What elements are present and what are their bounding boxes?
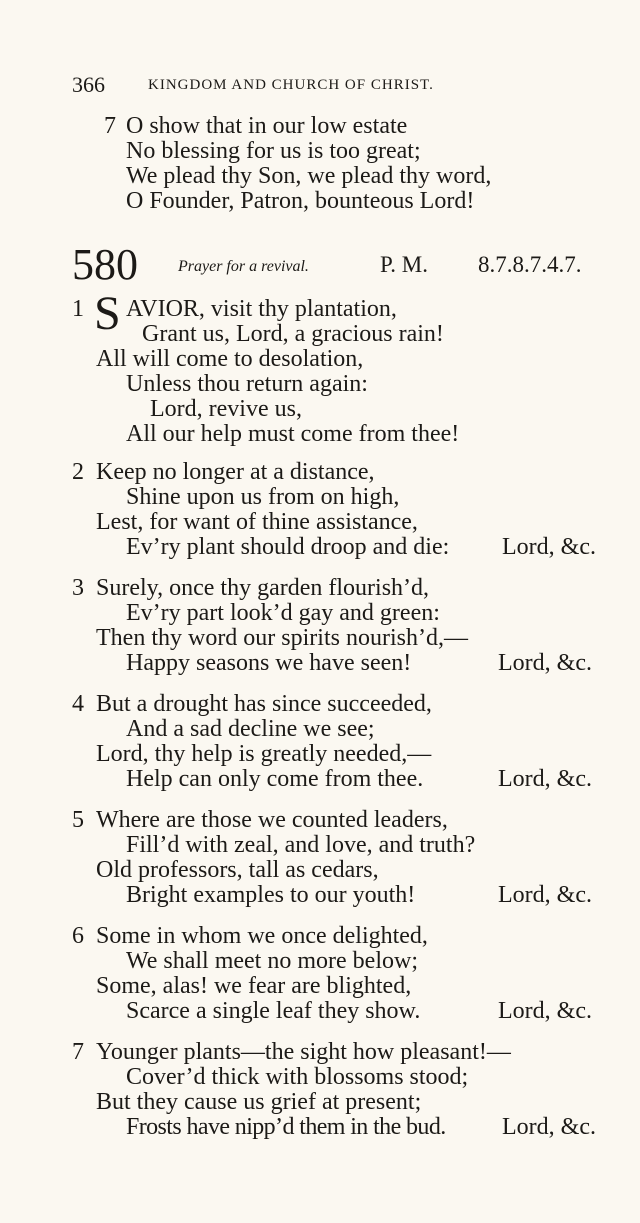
verse-line: Lord, revive us, — [150, 396, 302, 422]
stanza-number: 7 — [104, 113, 116, 139]
verse-line: And a sad decline we see; — [126, 716, 375, 742]
running-title: KINGDOM AND CHURCH OF CHRIST. — [148, 77, 434, 93]
verse-line: Shine upon us from on high, — [126, 484, 400, 510]
chorus-reference: Lord, &c. — [502, 534, 596, 560]
verse-line: Old professors, tall as cedars, — [96, 857, 379, 883]
verse-line: Grant us, Lord, a gracious rain! — [142, 321, 444, 347]
page-number: 366 — [72, 72, 105, 97]
verse-line: But they cause us grief at present; — [96, 1089, 422, 1115]
verse-line: Surely, once thy garden flourish’d, — [96, 575, 430, 601]
verse-line: Ev’ry plant should droop and die: — [126, 534, 450, 560]
stanza-number: 5 — [72, 807, 84, 833]
verse-line: Cover’d thick with blossoms stood; — [126, 1064, 469, 1090]
hymn-number: 580 — [72, 240, 138, 289]
stanza-number: 6 — [72, 923, 84, 949]
verse-line: Keep no longer at a distance, — [96, 459, 375, 485]
verse-line: AVIOR, visit thy plantation, — [126, 296, 397, 322]
hymn-heading — [72, 240, 612, 290]
verse-line: Help can only come from thee. — [126, 766, 424, 792]
stanza-number: 1 — [72, 296, 84, 322]
chorus-reference: Lord, &c. — [498, 882, 592, 908]
verse-line: We plead thy Son, we plead thy word, — [126, 163, 492, 189]
verse-line: Ev’ry part look’d gay and green: — [126, 600, 440, 626]
verse-line: Where are those we counted leaders, — [96, 807, 448, 833]
stanza-number: 7 — [72, 1039, 84, 1065]
chorus-reference: Lord, &c. — [502, 1114, 596, 1140]
verse-line: All will come to desolation, — [96, 346, 364, 372]
verse-line: All our help must come from thee! — [126, 421, 460, 447]
verse-line: We shall meet no more below; — [126, 948, 418, 974]
verse-line: Bright examples to our youth! — [126, 882, 416, 908]
verse-line: Then thy word our spirits nourish’d,— — [96, 625, 468, 651]
page-header — [72, 72, 532, 102]
verse-line: Some in whom we once delighted, — [96, 923, 428, 949]
verse-line: Frosts have nipp’d them in the bud. — [126, 1114, 446, 1140]
verse-line: Younger plants—the sight how pleasant!— — [96, 1039, 511, 1065]
chorus-reference: Lord, &c. — [498, 766, 592, 792]
hymn-subtitle: Prayer for a revival. — [178, 258, 309, 275]
verse-line: No blessing for us is too great; — [126, 138, 421, 164]
verse-line: Some, alas! we fear are blighted, — [96, 973, 412, 999]
verse-line: Lord, thy help is greatly needed,— — [96, 741, 432, 767]
stanza-number: 2 — [72, 459, 84, 485]
hymn-meter-label: P. M. — [380, 252, 428, 277]
verse-line: Fill’d with zeal, and love, and truth? — [126, 832, 476, 858]
verse-line: Lest, for want of thine assistance, — [96, 509, 418, 535]
verse-line: But a drought has since succeeded, — [96, 691, 432, 717]
drop-cap: S — [94, 287, 121, 340]
stanza-number: 4 — [72, 691, 84, 717]
verse-line: O show that in our low estate — [126, 113, 408, 139]
verse-line: Scarce a single leaf they show. — [126, 998, 421, 1024]
hymn-meter-value: 8.7.8.7.4.7. — [478, 252, 582, 277]
chorus-reference: Lord, &c. — [498, 998, 592, 1024]
stanza-number: 3 — [72, 575, 84, 601]
verse-line: Happy seasons we have seen! — [126, 650, 412, 676]
verse-line: Unless thou return again: — [126, 371, 368, 397]
chorus-reference: Lord, &c. — [498, 650, 592, 676]
verse-line: O Founder, Patron, bounteous Lord! — [126, 188, 475, 214]
